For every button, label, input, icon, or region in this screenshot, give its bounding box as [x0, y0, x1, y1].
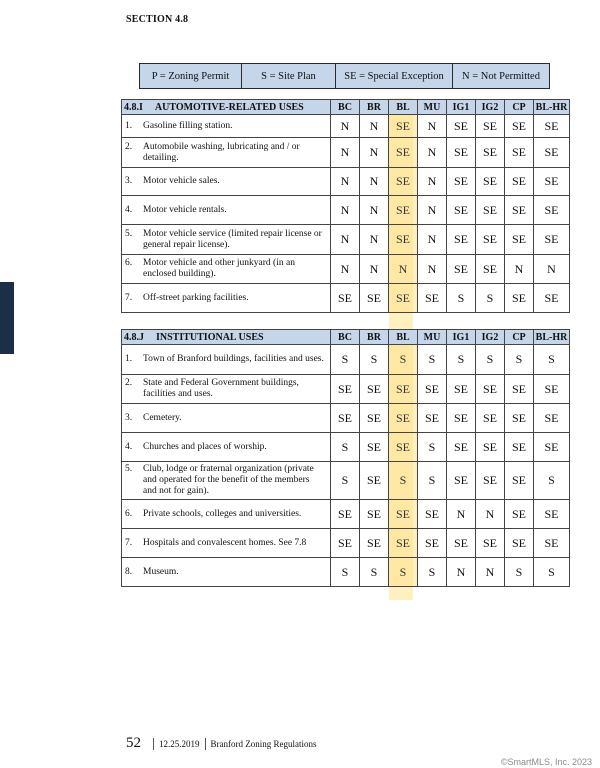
row-number: 7.	[125, 292, 133, 303]
table-row	[122, 433, 570, 462]
row-number: 6.	[125, 508, 133, 519]
permit-value-cp: SE	[505, 404, 534, 433]
permit-value-br: N	[360, 196, 389, 225]
permit-value-cp: SE	[505, 115, 534, 138]
permit-value-bl: SE	[389, 168, 418, 196]
use-text: Motor vehicle sales.	[143, 176, 220, 186]
footer-divider	[205, 738, 206, 750]
permit-value-br: N	[360, 255, 389, 284]
permit-value-bl: SE	[389, 225, 418, 255]
permit-value-bc: N	[331, 115, 360, 138]
permit-value-bl-hr: N	[534, 255, 570, 284]
table-row	[122, 404, 570, 433]
section-title: INSTITUTIONAL USES	[156, 331, 264, 343]
table-row	[122, 115, 570, 138]
row-number: 4.	[125, 204, 133, 215]
section-heading: SECTION 4.8	[126, 14, 189, 25]
permit-value-cp: SE	[505, 138, 534, 168]
permit-value-ig2: SE	[476, 255, 505, 284]
permit-value-bc: N	[331, 225, 360, 255]
permit-value-bc: SE	[331, 529, 360, 558]
permit-value-bc: N	[331, 255, 360, 284]
permit-value-ig2: SE	[476, 115, 505, 138]
use-description	[122, 225, 331, 255]
use-description	[122, 115, 331, 138]
use-text: Motor vehicle service (limited repair license or general repair license).	[143, 228, 322, 250]
permit-value-bl: SE	[389, 284, 418, 313]
permit-value-bc: N	[331, 196, 360, 225]
permit-value-ig2: N	[476, 500, 505, 529]
row-number: 8.	[125, 566, 133, 577]
section-code: 4.8.J	[124, 331, 144, 343]
permit-value-ig2: SE	[476, 462, 505, 500]
table-row	[122, 138, 570, 168]
column-header-bl-hr: BL-HR	[534, 330, 570, 345]
use-description	[122, 462, 331, 500]
permit-value-cp: SE	[505, 500, 534, 529]
use-description	[122, 284, 331, 313]
permit-value-bl: SE	[389, 500, 418, 529]
permit-value-bl-hr: S	[534, 558, 570, 587]
row-number: 4.	[125, 441, 133, 452]
watermark: ©SmartMLS, Inc. 2023	[500, 757, 592, 767]
permit-value-cp: SE	[505, 433, 534, 462]
permit-value-cp: N	[505, 255, 534, 284]
use-text: Off-street parking facilities.	[143, 292, 249, 303]
permit-value-ig2: SE	[476, 225, 505, 255]
permit-value-bl-hr: S	[534, 462, 570, 500]
page-footer	[126, 735, 316, 752]
permit-value-bl: S	[389, 462, 418, 500]
column-header-bc: BC	[331, 330, 360, 345]
use-text: Automobile washing, lubricating and / or detailing.	[143, 141, 300, 163]
permit-value-ig1: SE	[447, 404, 476, 433]
permit-value-bl: S	[389, 558, 418, 587]
column-header-bl: BL	[389, 330, 418, 345]
permit-value-ig1: S	[447, 345, 476, 375]
table-title	[122, 100, 331, 115]
permit-value-br: SE	[360, 404, 389, 433]
permit-value-ig1: SE	[447, 196, 476, 225]
permit-value-bc: SE	[331, 500, 360, 529]
permit-value-br: S	[360, 345, 389, 375]
permit-value-bl-hr: SE	[534, 284, 570, 313]
permit-value-ig2: SE	[476, 433, 505, 462]
use-text: State and Federal Government buildings, facilities and uses.	[143, 378, 299, 399]
permit-value-ig1: S	[447, 284, 476, 313]
permit-value-cp: SE	[505, 529, 534, 558]
permit-value-mu: SE	[418, 284, 447, 313]
use-text: Churches and places of worship.	[143, 441, 267, 452]
permit-value-bc: S	[331, 558, 360, 587]
permit-value-ig1: SE	[447, 255, 476, 284]
permit-value-mu: SE	[418, 375, 447, 404]
permit-value-cp: S	[505, 558, 534, 587]
permit-value-ig1: N	[447, 558, 476, 587]
use-text: Museum.	[143, 566, 179, 577]
permit-value-bl-hr: SE	[534, 404, 570, 433]
permit-value-bc: S	[331, 462, 360, 500]
permit-value-ig1: SE	[447, 168, 476, 196]
column-header-mu: MU	[418, 100, 447, 115]
permit-value-bc: N	[331, 168, 360, 196]
permit-value-bc: SE	[331, 284, 360, 313]
column-header-cp: CP	[505, 100, 534, 115]
table-row	[122, 462, 570, 500]
permit-value-cp: SE	[505, 225, 534, 255]
permit-value-mu: N	[418, 138, 447, 168]
row-number: 6.	[125, 258, 133, 268]
permit-value-mu: N	[418, 115, 447, 138]
table-row	[122, 168, 570, 196]
permit-value-ig1: SE	[447, 462, 476, 500]
permit-value-cp: SE	[505, 375, 534, 404]
permit-value-mu: N	[418, 168, 447, 196]
permit-value-bl: S	[389, 345, 418, 375]
permit-value-bl: SE	[389, 138, 418, 168]
permit-value-cp: S	[505, 345, 534, 375]
permit-value-br: N	[360, 138, 389, 168]
legend-site-plan: S = Site Plan	[242, 64, 336, 89]
table-row	[122, 558, 570, 587]
permit-value-bc: S	[331, 345, 360, 375]
column-header-ig2: IG2	[476, 100, 505, 115]
column-header-br: BR	[360, 100, 389, 115]
use-text: Club, lodge or fraternal organization (private and operated for the benefit of the members and not for gain).	[143, 464, 314, 496]
permit-value-bl-hr: SE	[534, 375, 570, 404]
column-header-bl: BL	[389, 100, 418, 115]
permit-value-bl-hr: SE	[534, 225, 570, 255]
row-number: 1.	[125, 354, 133, 364]
footer-date: 12.25.2019	[159, 738, 200, 749]
automotive-uses-table	[121, 99, 570, 313]
permit-value-bl-hr: SE	[534, 168, 570, 196]
table-row	[122, 345, 570, 375]
table-row	[122, 284, 570, 313]
use-text: Hospitals and convalescent homes. See 7.8	[143, 537, 307, 548]
table-title	[122, 330, 331, 345]
table-row	[122, 529, 570, 558]
column-header-ig1: IG1	[447, 100, 476, 115]
legend-special-exception: SE = Special Exception	[336, 64, 453, 89]
use-text: Motor vehicle and other junkyard (in an enclosed building).	[143, 258, 295, 279]
permit-value-br: S	[360, 558, 389, 587]
use-text: Cemetery.	[143, 412, 182, 423]
permit-value-bl: SE	[389, 404, 418, 433]
permit-value-cp: SE	[505, 168, 534, 196]
permit-value-bl-hr: SE	[534, 196, 570, 225]
permit-value-bl: SE	[389, 529, 418, 558]
permit-value-mu: N	[418, 225, 447, 255]
table-row	[122, 196, 570, 225]
column-header-cp: CP	[505, 330, 534, 345]
column-header-ig2: IG2	[476, 330, 505, 345]
permit-value-bc: N	[331, 138, 360, 168]
permit-value-mu: N	[418, 196, 447, 225]
permit-value-ig2: S	[476, 284, 505, 313]
use-description	[122, 345, 331, 375]
column-header-br: BR	[360, 330, 389, 345]
row-number: 3.	[125, 176, 133, 186]
permit-value-bl-hr: SE	[534, 433, 570, 462]
column-header-ig1: IG1	[447, 330, 476, 345]
permit-value-bl: N	[389, 255, 418, 284]
permit-value-br: SE	[360, 462, 389, 500]
permit-value-ig2: N	[476, 558, 505, 587]
row-number: 5.	[125, 464, 133, 474]
permit-value-ig1: N	[447, 500, 476, 529]
permit-value-bl: SE	[389, 115, 418, 138]
permit-value-ig2: SE	[476, 529, 505, 558]
permit-value-bl-hr: SE	[534, 529, 570, 558]
permit-value-mu: S	[418, 433, 447, 462]
section-code: 4.8.I	[124, 101, 143, 113]
permit-value-bl: SE	[389, 196, 418, 225]
permit-value-mu: SE	[418, 500, 447, 529]
permit-value-mu: SE	[418, 529, 447, 558]
use-description	[122, 500, 331, 529]
use-description	[122, 529, 331, 558]
use-text: Motor vehicle rentals.	[143, 204, 227, 215]
use-description	[122, 196, 331, 225]
permit-value-cp: SE	[505, 284, 534, 313]
page-number: 52	[126, 735, 141, 751]
permit-value-ig1: SE	[447, 138, 476, 168]
permit-value-ig1: SE	[447, 529, 476, 558]
side-tab-marker	[0, 282, 14, 354]
permit-value-br: SE	[360, 284, 389, 313]
table-row	[122, 375, 570, 404]
permit-value-bc: S	[331, 433, 360, 462]
use-description	[122, 255, 331, 284]
permit-value-bl: SE	[389, 375, 418, 404]
permit-value-ig2: SE	[476, 168, 505, 196]
use-description	[122, 375, 331, 404]
row-number: 2.	[125, 378, 133, 388]
use-text: Private schools, colleges and universities.	[143, 508, 302, 519]
permit-value-br: SE	[360, 529, 389, 558]
column-header-bc: BC	[331, 100, 360, 115]
permit-value-bl-hr: SE	[534, 500, 570, 529]
row-number: 5.	[125, 228, 133, 239]
permit-value-mu: S	[418, 345, 447, 375]
row-number: 7.	[125, 537, 133, 548]
permit-value-br: N	[360, 168, 389, 196]
permit-value-ig1: SE	[447, 225, 476, 255]
footer-document-title: Branford Zoning Regulations	[210, 738, 317, 749]
row-number: 2.	[125, 141, 133, 152]
use-text: Town of Branford buildings, facilities and uses.	[143, 354, 324, 364]
permit-value-mu: N	[418, 255, 447, 284]
permit-value-bl-hr: SE	[534, 115, 570, 138]
legend-table	[139, 63, 550, 89]
legend-not-permitted: N = Not Permitted	[453, 64, 550, 89]
table-row	[122, 255, 570, 284]
footer-divider	[153, 738, 154, 750]
institutional-uses-table	[121, 329, 570, 587]
permit-value-bc: SE	[331, 404, 360, 433]
permit-value-ig1: SE	[447, 115, 476, 138]
permit-value-ig2: SE	[476, 138, 505, 168]
use-description	[122, 168, 331, 196]
row-number: 1.	[125, 120, 133, 131]
permit-value-ig1: SE	[447, 433, 476, 462]
permit-value-ig2: S	[476, 345, 505, 375]
permit-value-mu: S	[418, 462, 447, 500]
permit-value-ig2: SE	[476, 404, 505, 433]
permit-value-ig1: SE	[447, 375, 476, 404]
permit-value-br: SE	[360, 500, 389, 529]
use-text: Gasoline filling station.	[143, 120, 233, 131]
permit-value-cp: SE	[505, 462, 534, 500]
permit-value-br: N	[360, 225, 389, 255]
permit-value-cp: SE	[505, 196, 534, 225]
column-header-bl-hr: BL-HR	[534, 100, 570, 115]
permit-value-bl-hr: SE	[534, 138, 570, 168]
permit-value-br: SE	[360, 375, 389, 404]
section-title: AUTOMOTIVE-RELATED USES	[154, 101, 304, 113]
table-row	[122, 500, 570, 529]
permit-value-ig2: SE	[476, 375, 505, 404]
permit-value-bl: SE	[389, 433, 418, 462]
use-description	[122, 558, 331, 587]
use-description	[122, 433, 331, 462]
permit-value-bl-hr: S	[534, 345, 570, 375]
use-description	[122, 404, 331, 433]
column-header-mu: MU	[418, 330, 447, 345]
permit-value-br: SE	[360, 433, 389, 462]
permit-value-ig2: SE	[476, 196, 505, 225]
row-number: 3.	[125, 412, 133, 423]
permit-value-bc: SE	[331, 375, 360, 404]
use-description	[122, 138, 331, 168]
table-row	[122, 225, 570, 255]
permit-value-mu: S	[418, 558, 447, 587]
legend-zoning-permit: P = Zoning Permit	[140, 64, 242, 89]
permit-value-mu: SE	[418, 404, 447, 433]
permit-value-br: N	[360, 115, 389, 138]
